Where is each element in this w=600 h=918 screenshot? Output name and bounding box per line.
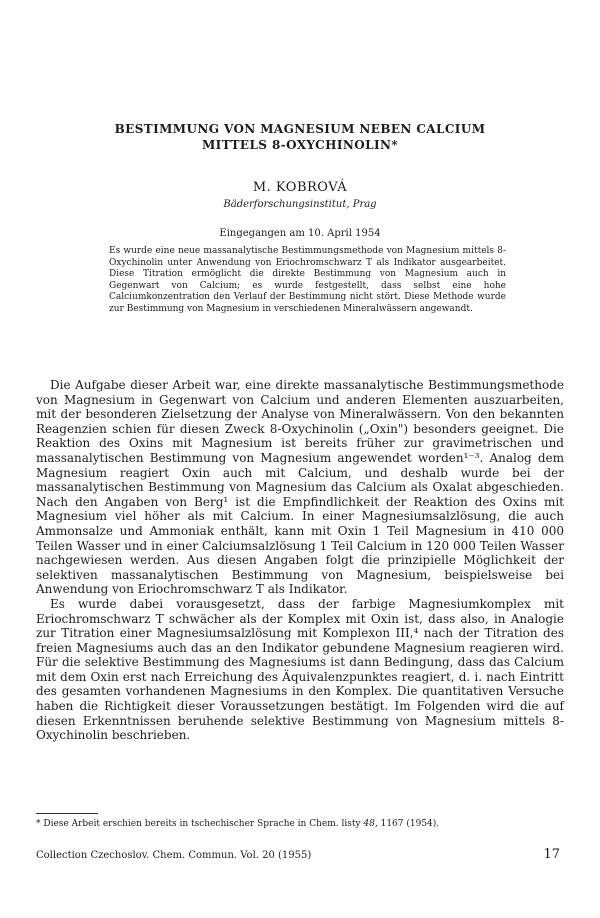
body-text xyxy=(36,378,564,743)
author-affiliation: Bäderforschungsinstitut, Prag xyxy=(223,199,377,210)
footnote-text: * Diese Arbeit erschien bereits in tschechischer Sprache in Chem. listy xyxy=(36,819,364,829)
paragraph-2: Es wurde dabei vorausgesetzt, dass der farbige Magnesiumkomplex mit Eriochromschwarz T schwächer als der Komplex mit Oxin ist, dass also, in Analogie zur Titration einer Magnesiumsalzlösung mit Komplexon III,⁴ nach der Titration des freien Magnesiums auch das an den Indikator gebundene Magnesium reagieren wird. Für die selektive Bestimmung des Magnesiums ist dann Bedingung, dass das Calcium mit dem Oxin erst nach Erreichung des Äquivalenzpunktes reagiert, d. i. nach Eintritt des gesamten vorhandenen Magnesiums in den Komplex. Die quantitativen Versuche haben die Richtigkeit dieser Voraussetzungen bestätigt. Im Folgenden wird die auf diesen Erkenntnissen beruhende selektive Bestimmung von Magnesium mittels 8-Oxychinolin beschrieben. xyxy=(36,596,564,743)
received-date: Eingegangen am 10. April 1954 xyxy=(219,228,381,239)
title-line-1: BESTIMMUNG VON MAGNESIUM NEBEN CALCIUM xyxy=(114,122,486,136)
footnote xyxy=(36,818,564,830)
author-name: M. KOBROVÁ xyxy=(252,180,348,195)
abstract: Es wurde eine neue massanalytische Bestimmungsmethode von Magnesium mittels 8-Oxychinolin unter Anwendung von Eriochromschwarz T als Indikator ausgearbeitet. Diese Titration ermöglicht die direkte Bestimmung von Magnesium auch in Gegenwart von Calcium; es wurde festgestellt, dass selbst eine hohe Calciumkonzentration den Verlauf der Bestimmung nicht stört. Diese Methode wurde zur Bestimmung von Magnesium in verschiedenen Mineralwässern angewandt. xyxy=(109,246,506,314)
page-number: 17 xyxy=(543,847,560,862)
footnote-pages: , 1167 (1954). xyxy=(374,819,440,829)
footnote-volume: 48 xyxy=(363,819,375,829)
title-line-2: MITTELS 8-OXYCHINOLIN* xyxy=(201,138,398,152)
paragraph-1: Die Aufgabe dieser Arbeit war, eine direkte massanalytische Bestimmungsmethode von Magnesium in Gegenwart von Calcium und anderen Elementen auszuarbeiten, mit der besonderen Zielsetzung der Analyse von Mineralwässern. Von den bekannten Reagenzien schien für diesen Zweck 8-Oxychinolin („Oxin") besonders geeignet. Die Reaktion des Oxins mit Magnesium ist bereits früher zur gravimetrischen und massanalytischen Bestimmung von Magnesium angewendet worden¹⁻³. Analog dem Magnesium reagiert Oxin auch mit Calcium, und deshalb wurde bei der massanalytischen Bestimmung von Magnesium das Calcium als Oxalat abgeschieden. Nach den Angaben von Berg¹ ist die Empfindlichkeit der Reaktion des Oxins mit Magnesium viel höher als mit Calcium. In einer Magnesiumsalzlösung, die auch Ammonsalze und Ammoniak enthält, kann mit Oxin 1 Teil Magnesium in 410 000 Teilen Wasser und in einer Calciumsalzlösung 1 Teil Calcium in 120 000 Teilen Wasser nachgewiesen werden. Aus diesen Angaben folgt die prinzipielle Möglichkeit der selektiven massanalytischen Bestimmung von Magnesium, beispielsweise bei Anwendung von Eriochromschwarz T als Indikator. xyxy=(36,378,564,597)
footnote-rule xyxy=(36,813,98,814)
paper-title xyxy=(60,121,540,153)
journal-citation: Collection Czechoslov. Chem. Commun. Vol. 20 (1955) xyxy=(36,850,312,861)
